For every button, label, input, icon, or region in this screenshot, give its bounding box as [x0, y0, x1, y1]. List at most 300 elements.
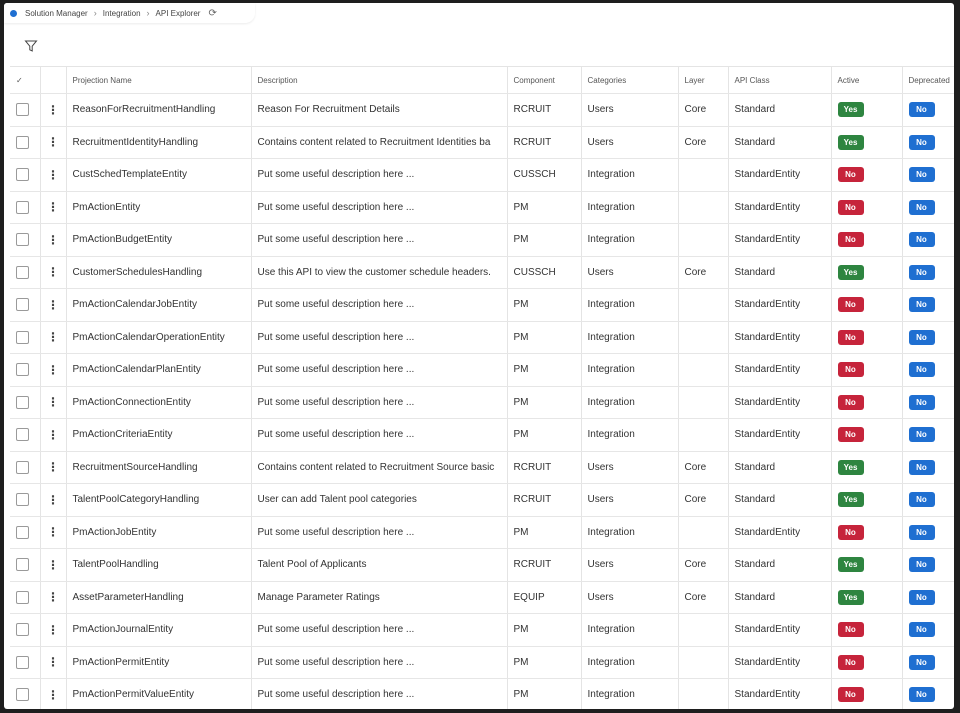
projection-name-cell[interactable]: PmActionPermitEntity: [66, 646, 251, 679]
more-vertical-icon[interactable]: ⋮: [47, 655, 59, 670]
categories-cell: Integration: [581, 224, 678, 257]
description-cell: Put some useful description here ...: [251, 191, 507, 224]
deprecated-badge: No: [909, 492, 935, 507]
column-header-api-class[interactable]: API Class: [728, 67, 831, 94]
more-vertical-icon[interactable]: ⋮: [47, 687, 59, 702]
layer-cell: Core: [678, 451, 728, 484]
active-badge: Yes: [838, 460, 864, 475]
active-cell: [831, 451, 902, 484]
active-badge: Yes: [838, 135, 864, 150]
categories-cell: Integration: [581, 191, 678, 224]
api-class-cell: StandardEntity: [728, 354, 831, 387]
filter-icon[interactable]: [24, 39, 38, 53]
description-cell: Put some useful description here ...: [251, 321, 507, 354]
projection-name-cell[interactable]: ReasonForRecruitmentHandling: [66, 94, 251, 127]
deprecated-cell: [902, 224, 954, 257]
more-vertical-icon[interactable]: ⋮: [47, 200, 59, 215]
row-actions-cell: [40, 126, 66, 159]
column-header-component[interactable]: Component: [507, 67, 581, 94]
row-actions-cell: [40, 451, 66, 484]
deprecated-badge: No: [909, 232, 935, 247]
projection-name-cell[interactable]: PmActionCalendarOperationEntity: [66, 321, 251, 354]
api-class-cell: StandardEntity: [728, 386, 831, 419]
deprecated-cell: [902, 516, 954, 549]
component-cell: PM: [507, 321, 581, 354]
table-row[interactable]: [10, 224, 954, 257]
row-select-cell: [10, 321, 40, 354]
table-row[interactable]: [10, 484, 954, 517]
description-cell: Put some useful description here ...: [251, 679, 507, 710]
active-badge: Yes: [838, 492, 864, 507]
more-vertical-icon[interactable]: ⋮: [47, 557, 59, 572]
more-vertical-icon[interactable]: ⋮: [47, 297, 59, 312]
deprecated-cell: [902, 614, 954, 647]
more-vertical-icon[interactable]: ⋮: [47, 362, 59, 377]
projection-name-cell[interactable]: PmActionJournalEntity: [66, 614, 251, 647]
deprecated-badge: No: [909, 135, 935, 150]
breadcrumb: [4, 3, 255, 23]
active-badge: Yes: [838, 265, 864, 280]
categories-cell: Integration: [581, 354, 678, 387]
column-header-deprecated[interactable]: Deprecated: [902, 67, 954, 94]
active-badge: No: [838, 362, 864, 377]
description-cell: Put some useful description here ...: [251, 224, 507, 257]
layer-cell: [678, 679, 728, 710]
component-cell: CUSSCH: [507, 256, 581, 289]
row-select-cell: [10, 614, 40, 647]
deprecated-badge: No: [909, 687, 935, 702]
deprecated-badge: No: [909, 622, 935, 637]
component-cell: PM: [507, 191, 581, 224]
row-actions-cell: [40, 224, 66, 257]
description-cell: Talent Pool of Applicants: [251, 549, 507, 582]
projection-name-cell[interactable]: RecruitmentSourceHandling: [66, 451, 251, 484]
deprecated-cell: [902, 289, 954, 322]
column-header-projection-name[interactable]: Projection Name: [66, 67, 251, 94]
row-checkbox[interactable]: [16, 688, 29, 701]
row-checkbox[interactable]: [16, 331, 29, 344]
row-select-cell: [10, 549, 40, 582]
description-cell: Reason For Recruitment Details: [251, 94, 507, 127]
component-cell: PM: [507, 289, 581, 322]
row-checkbox[interactable]: [16, 363, 29, 376]
active-badge: No: [838, 330, 864, 345]
active-cell: [831, 484, 902, 517]
layer-cell: [678, 419, 728, 452]
categories-cell: Integration: [581, 289, 678, 322]
api-class-cell: StandardEntity: [728, 646, 831, 679]
row-checkbox[interactable]: [16, 558, 29, 571]
active-badge: No: [838, 232, 864, 247]
api-class-cell: StandardEntity: [728, 516, 831, 549]
categories-cell: Integration: [581, 321, 678, 354]
active-badge: Yes: [838, 102, 864, 117]
active-badge: No: [838, 687, 864, 702]
column-header-description[interactable]: Description: [251, 67, 507, 94]
row-checkbox[interactable]: [16, 201, 29, 214]
row-select-cell: [10, 484, 40, 517]
description-cell: Put some useful description here ...: [251, 354, 507, 387]
active-badge: No: [838, 622, 864, 637]
table-row[interactable]: [10, 256, 954, 289]
active-cell: [831, 94, 902, 127]
row-actions-cell: [40, 354, 66, 387]
more-vertical-icon[interactable]: ⋮: [47, 135, 59, 150]
chevron-right-icon: ›: [93, 8, 97, 18]
layer-cell: Core: [678, 256, 728, 289]
table-row[interactable]: [10, 354, 954, 387]
description-cell: Put some useful description here ...: [251, 419, 507, 452]
active-badge: No: [838, 427, 864, 442]
api-class-cell: Standard: [728, 451, 831, 484]
api-class-cell: Standard: [728, 256, 831, 289]
categories-cell: Integration: [581, 614, 678, 647]
layer-cell: [678, 159, 728, 192]
categories-cell: Users: [581, 549, 678, 582]
active-cell: [831, 191, 902, 224]
row-actions-cell: [40, 484, 66, 517]
row-actions-cell: [40, 581, 66, 614]
deprecated-cell: [902, 419, 954, 452]
row-select-cell: [10, 419, 40, 452]
deprecated-cell: [902, 581, 954, 614]
component-cell: PM: [507, 679, 581, 710]
row-actions-cell: [40, 516, 66, 549]
component-cell: PM: [507, 646, 581, 679]
deprecated-badge: No: [909, 200, 935, 215]
projection-name-cell[interactable]: PmActionJobEntity: [66, 516, 251, 549]
api-class-cell: StandardEntity: [728, 224, 831, 257]
description-cell: Contains content related to Recruitment Source basic: [251, 451, 507, 484]
row-actions-cell: [40, 386, 66, 419]
active-cell: [831, 224, 902, 257]
more-vertical-icon[interactable]: ⋮: [47, 525, 59, 540]
row-select-cell: [10, 94, 40, 127]
row-checkbox[interactable]: [16, 461, 29, 474]
api-class-cell: StandardEntity: [728, 321, 831, 354]
active-cell: [831, 354, 902, 387]
active-badge: No: [838, 167, 864, 182]
layer-cell: [678, 321, 728, 354]
more-vertical-icon[interactable]: ⋮: [47, 622, 59, 637]
row-select-cell: [10, 256, 40, 289]
component-cell: PM: [507, 386, 581, 419]
layer-cell: Core: [678, 126, 728, 159]
table-row[interactable]: [10, 614, 954, 647]
active-cell: [831, 516, 902, 549]
table-row[interactable]: [10, 646, 954, 679]
component-cell: PM: [507, 516, 581, 549]
description-cell: Use this API to view the customer schedule headers.: [251, 256, 507, 289]
breadcrumb-item-api-explorer: API Explorer: [155, 8, 201, 18]
table-row[interactable]: [10, 159, 954, 192]
table-header-row: [10, 67, 954, 94]
layer-cell: [678, 516, 728, 549]
component-cell: PM: [507, 224, 581, 257]
deprecated-cell: [902, 191, 954, 224]
component-cell: RCRUIT: [507, 484, 581, 517]
layer-cell: [678, 646, 728, 679]
active-cell: [831, 581, 902, 614]
row-select-cell: [10, 646, 40, 679]
projection-name-cell[interactable]: CustomerSchedulesHandling: [66, 256, 251, 289]
projection-name-cell[interactable]: CustSchedTemplateEntity: [66, 159, 251, 192]
row-actions-cell: [40, 679, 66, 710]
component-cell: RCRUIT: [507, 94, 581, 127]
layer-cell: Core: [678, 549, 728, 582]
deprecated-badge: No: [909, 265, 935, 280]
row-select-cell: [10, 516, 40, 549]
more-vertical-icon[interactable]: ⋮: [47, 492, 59, 507]
component-cell: EQUIP: [507, 581, 581, 614]
deprecated-badge: No: [909, 427, 935, 442]
categories-cell: Integration: [581, 679, 678, 710]
active-badge: No: [838, 395, 864, 410]
api-class-cell: Standard: [728, 126, 831, 159]
table-row[interactable]: [10, 679, 954, 710]
row-actions-cell: [40, 159, 66, 192]
row-checkbox[interactable]: [16, 396, 29, 409]
table-row[interactable]: [10, 289, 954, 322]
categories-cell: Integration: [581, 386, 678, 419]
api-class-cell: StandardEntity: [728, 159, 831, 192]
api-class-cell: StandardEntity: [728, 419, 831, 452]
categories-cell: Users: [581, 256, 678, 289]
active-cell: [831, 386, 902, 419]
description-cell: Put some useful description here ...: [251, 516, 507, 549]
row-select-cell: [10, 451, 40, 484]
more-vertical-icon[interactable]: ⋮: [47, 427, 59, 442]
more-vertical-icon[interactable]: ⋮: [47, 102, 59, 117]
deprecated-cell: [902, 549, 954, 582]
deprecated-badge: No: [909, 330, 935, 345]
deprecated-cell: [902, 484, 954, 517]
description-cell: Put some useful description here ...: [251, 289, 507, 322]
row-checkbox[interactable]: [16, 266, 29, 279]
row-checkbox[interactable]: [16, 526, 29, 539]
api-class-cell: StandardEntity: [728, 191, 831, 224]
more-vertical-icon[interactable]: ⋮: [47, 395, 59, 410]
deprecated-cell: [902, 321, 954, 354]
projection-name-cell[interactable]: TalentPoolCategoryHandling: [66, 484, 251, 517]
layer-cell: Core: [678, 581, 728, 614]
row-select-cell: [10, 354, 40, 387]
row-checkbox[interactable]: [16, 233, 29, 246]
categories-cell: Integration: [581, 159, 678, 192]
active-badge: No: [838, 525, 864, 540]
table-row[interactable]: [10, 516, 954, 549]
toolbar: [4, 31, 954, 65]
column-header-categories[interactable]: Categories: [581, 67, 678, 94]
more-vertical-icon[interactable]: ⋮: [47, 590, 59, 605]
component-cell: CUSSCH: [507, 159, 581, 192]
row-checkbox[interactable]: [16, 168, 29, 181]
api-class-cell: StandardEntity: [728, 679, 831, 710]
table-row[interactable]: [10, 386, 954, 419]
row-checkbox[interactable]: [16, 623, 29, 636]
deprecated-badge: No: [909, 525, 935, 540]
deprecated-cell: [902, 451, 954, 484]
deprecated-badge: No: [909, 395, 935, 410]
table-row[interactable]: [10, 419, 954, 452]
deprecated-badge: No: [909, 362, 935, 377]
layer-cell: [678, 386, 728, 419]
table-row[interactable]: [10, 94, 954, 127]
row-actions-cell: [40, 549, 66, 582]
row-actions-cell: [40, 614, 66, 647]
component-cell: PM: [507, 419, 581, 452]
deprecated-cell: [902, 94, 954, 127]
api-class-cell: Standard: [728, 94, 831, 127]
projection-name-cell[interactable]: PmActionBudgetEntity: [66, 224, 251, 257]
description-cell: Put some useful description here ...: [251, 614, 507, 647]
projection-name-cell[interactable]: PmActionCriteriaEntity: [66, 419, 251, 452]
table-row[interactable]: [10, 321, 954, 354]
row-checkbox[interactable]: [16, 136, 29, 149]
table-row[interactable]: [10, 126, 954, 159]
layer-cell: [678, 354, 728, 387]
layer-cell: [678, 289, 728, 322]
projection-name-cell[interactable]: PmActionEntity: [66, 191, 251, 224]
categories-cell: Users: [581, 451, 678, 484]
component-cell: RCRUIT: [507, 451, 581, 484]
component-cell: PM: [507, 354, 581, 387]
description-cell: Contains content related to Recruitment Identities ba: [251, 126, 507, 159]
row-select-cell: [10, 191, 40, 224]
table-row[interactable]: [10, 549, 954, 582]
row-actions-cell: [40, 94, 66, 127]
deprecated-badge: No: [909, 102, 935, 117]
deprecated-cell: [902, 126, 954, 159]
more-vertical-icon[interactable]: ⋮: [47, 460, 59, 475]
app-frame: [4, 3, 954, 709]
deprecated-badge: No: [909, 557, 935, 572]
active-badge: Yes: [838, 590, 864, 605]
active-badge: No: [838, 200, 864, 215]
active-badge: No: [838, 655, 864, 670]
chevron-right-icon: ›: [146, 8, 150, 18]
row-actions-cell: [40, 419, 66, 452]
categories-cell: Users: [581, 126, 678, 159]
projection-name-cell[interactable]: PmActionCalendarJobEntity: [66, 289, 251, 322]
categories-cell: Integration: [581, 646, 678, 679]
api-class-cell: Standard: [728, 484, 831, 517]
row-checkbox[interactable]: [16, 103, 29, 116]
breadcrumb-item-integration[interactable]: Integration: [102, 8, 141, 18]
deprecated-badge: No: [909, 167, 935, 182]
row-actions-cell: [40, 256, 66, 289]
api-table: [10, 66, 954, 709]
categories-cell: Integration: [581, 516, 678, 549]
layer-cell: [678, 224, 728, 257]
row-select-cell: [10, 159, 40, 192]
projection-name-cell[interactable]: TalentPoolHandling: [66, 549, 251, 582]
projection-name-cell[interactable]: PmActionCalendarPlanEntity: [66, 354, 251, 387]
active-cell: [831, 614, 902, 647]
projection-name-cell[interactable]: PmActionPermitValueEntity: [66, 679, 251, 710]
component-cell: RCRUIT: [507, 549, 581, 582]
layer-cell: [678, 191, 728, 224]
deprecated-badge: No: [909, 297, 935, 312]
table-row[interactable]: [10, 191, 954, 224]
row-actions-cell: [40, 646, 66, 679]
row-checkbox[interactable]: [16, 493, 29, 506]
row-select-cell: [10, 289, 40, 322]
deprecated-badge: No: [909, 655, 935, 670]
api-class-cell: StandardEntity: [728, 289, 831, 322]
more-vertical-icon[interactable]: ⋮: [47, 232, 59, 247]
deprecated-badge: No: [909, 590, 935, 605]
row-actions-cell: [40, 321, 66, 354]
deprecated-cell: [902, 256, 954, 289]
row-checkbox[interactable]: [16, 298, 29, 311]
more-vertical-icon[interactable]: ⋮: [47, 265, 59, 280]
deprecated-cell: [902, 646, 954, 679]
categories-cell: Users: [581, 581, 678, 614]
categories-cell: Users: [581, 94, 678, 127]
api-class-cell: StandardEntity: [728, 614, 831, 647]
active-cell: [831, 419, 902, 452]
description-cell: Manage Parameter Ratings: [251, 581, 507, 614]
active-cell: [831, 289, 902, 322]
row-actions-cell: [40, 289, 66, 322]
layer-cell: [678, 614, 728, 647]
breadcrumb-item-solution-manager[interactable]: Solution Manager: [25, 8, 88, 18]
deprecated-cell: [902, 386, 954, 419]
row-checkbox[interactable]: [16, 428, 29, 441]
description-cell: Put some useful description here ...: [251, 386, 507, 419]
refresh-icon[interactable]: ⟳: [208, 7, 217, 19]
row-select-cell: [10, 386, 40, 419]
description-cell: User can add Talent pool categories: [251, 484, 507, 517]
description-cell: Put some useful description here ...: [251, 159, 507, 192]
component-cell: RCRUIT: [507, 126, 581, 159]
row-select-cell: [10, 126, 40, 159]
active-cell: [831, 679, 902, 710]
more-vertical-icon[interactable]: ⋮: [47, 330, 59, 345]
row-select-cell: [10, 224, 40, 257]
row-actions-cell: [40, 191, 66, 224]
row-select-cell: [10, 679, 40, 710]
row-checkbox[interactable]: [16, 591, 29, 604]
categories-cell: Integration: [581, 419, 678, 452]
more-vertical-icon[interactable]: ⋮: [47, 167, 59, 182]
categories-cell: Users: [581, 484, 678, 517]
active-cell: [831, 646, 902, 679]
active-cell: [831, 159, 902, 192]
table-row[interactable]: [10, 451, 954, 484]
deprecated-cell: [902, 354, 954, 387]
projection-name-cell[interactable]: AssetParameterHandling: [66, 581, 251, 614]
projection-name-cell[interactable]: RecruitmentIdentityHandling: [66, 126, 251, 159]
layer-cell: Core: [678, 94, 728, 127]
projection-name-cell[interactable]: PmActionConnectionEntity: [66, 386, 251, 419]
column-header-layer[interactable]: Layer: [678, 67, 728, 94]
active-badge: No: [838, 297, 864, 312]
active-cell: [831, 256, 902, 289]
deprecated-cell: [902, 679, 954, 710]
active-badge: Yes: [838, 557, 864, 572]
app-dot-icon: [10, 10, 17, 17]
row-select-cell: [10, 581, 40, 614]
table-row[interactable]: [10, 581, 954, 614]
row-checkbox[interactable]: [16, 656, 29, 669]
active-cell: [831, 549, 902, 582]
select-all-checkbox[interactable]: ✓: [10, 67, 40, 94]
deprecated-badge: No: [909, 460, 935, 475]
deprecated-cell: [902, 159, 954, 192]
column-header-active[interactable]: Active: [831, 67, 902, 94]
